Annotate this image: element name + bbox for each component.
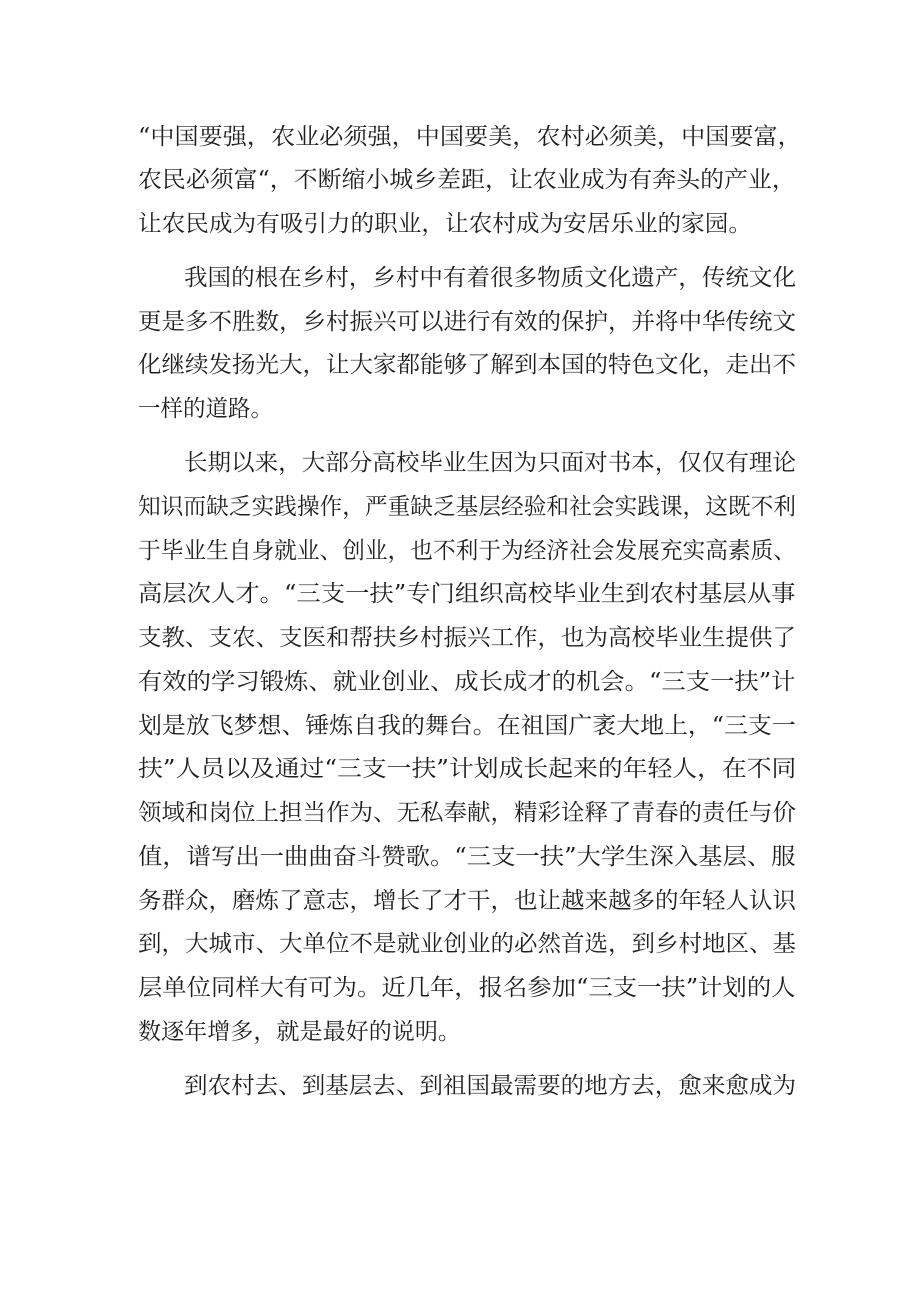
text-line: 我国的根在乡村，乡村中有着很多物质文化遗产，传统文化: [184, 265, 796, 291]
text-line: 让农民成为有吸引力的职业，让农村成为安居乐业的家园。: [138, 211, 753, 237]
text-line: 长期以来，大部分高校毕业生因为只面对书本，仅仅有理论: [184, 450, 796, 476]
text-line: 务群众，磨炼了意志，增长了才干，也让越来越多的年轻人认识: [138, 888, 796, 914]
text-line: 更是多不胜数，乡村振兴可以进行有效的保护，并将中华传统文: [138, 309, 796, 335]
text-line: 层单位同样大有可为。近几年，报名参加“三支一扶”计划的人: [138, 975, 796, 1001]
text-line: 支教、支农、支医和帮扶乡村振兴工作，也为高校毕业生提供了: [138, 625, 796, 651]
text-line: 有效的学习锻炼、就业创业、成长成才的机会。“三支一扶”计: [138, 669, 796, 695]
text-line: 农民必须富“，不断缩小城乡差距，让农业成为有奔头的产业，: [138, 167, 796, 193]
text-line: 数逐年增多，就是最好的说明。: [138, 1019, 461, 1045]
text-line: 一样的道路。: [138, 396, 274, 422]
text-line: 值，谱写出一曲曲奋斗赞歌。“三支一扶”大学生深入基层、服: [138, 844, 796, 870]
text-line: 到农村去、到基层去、到祖国最需要的地方去，愈来愈成为: [184, 1073, 796, 1099]
text-line: 划是放飞梦想、锤炼自我的舞台。在祖国广袤大地上，“三支一: [138, 713, 796, 739]
text-line: 知识而缺乏实践操作，严重缺乏基层经验和社会实践课，这既不利: [138, 494, 796, 520]
text-line: “中国要强，农业必须强，中国要美，农村必须美，中国要富，: [138, 124, 802, 150]
text-line: 化继续发扬光大，让大家都能够了解到本国的特色文化，走出不: [138, 352, 796, 378]
text-line: 到，大城市、大单位不是就业创业的必然首选，到乡村地区、基: [138, 931, 796, 957]
text-line: 于毕业生自身就业、创业，也不利于为经济社会发展充实高素质、: [138, 538, 796, 564]
text-line: 领域和岗位上担当作为、无私奉献，精彩诠释了青春的责任与价: [138, 800, 796, 826]
text-line: 扶”人员以及通过“三支一扶”计划成长起来的年轻人，在不同: [138, 756, 797, 782]
text-line: 高层次人才。“三支一扶”专门组织高校毕业生到农村基层从事: [138, 581, 796, 607]
